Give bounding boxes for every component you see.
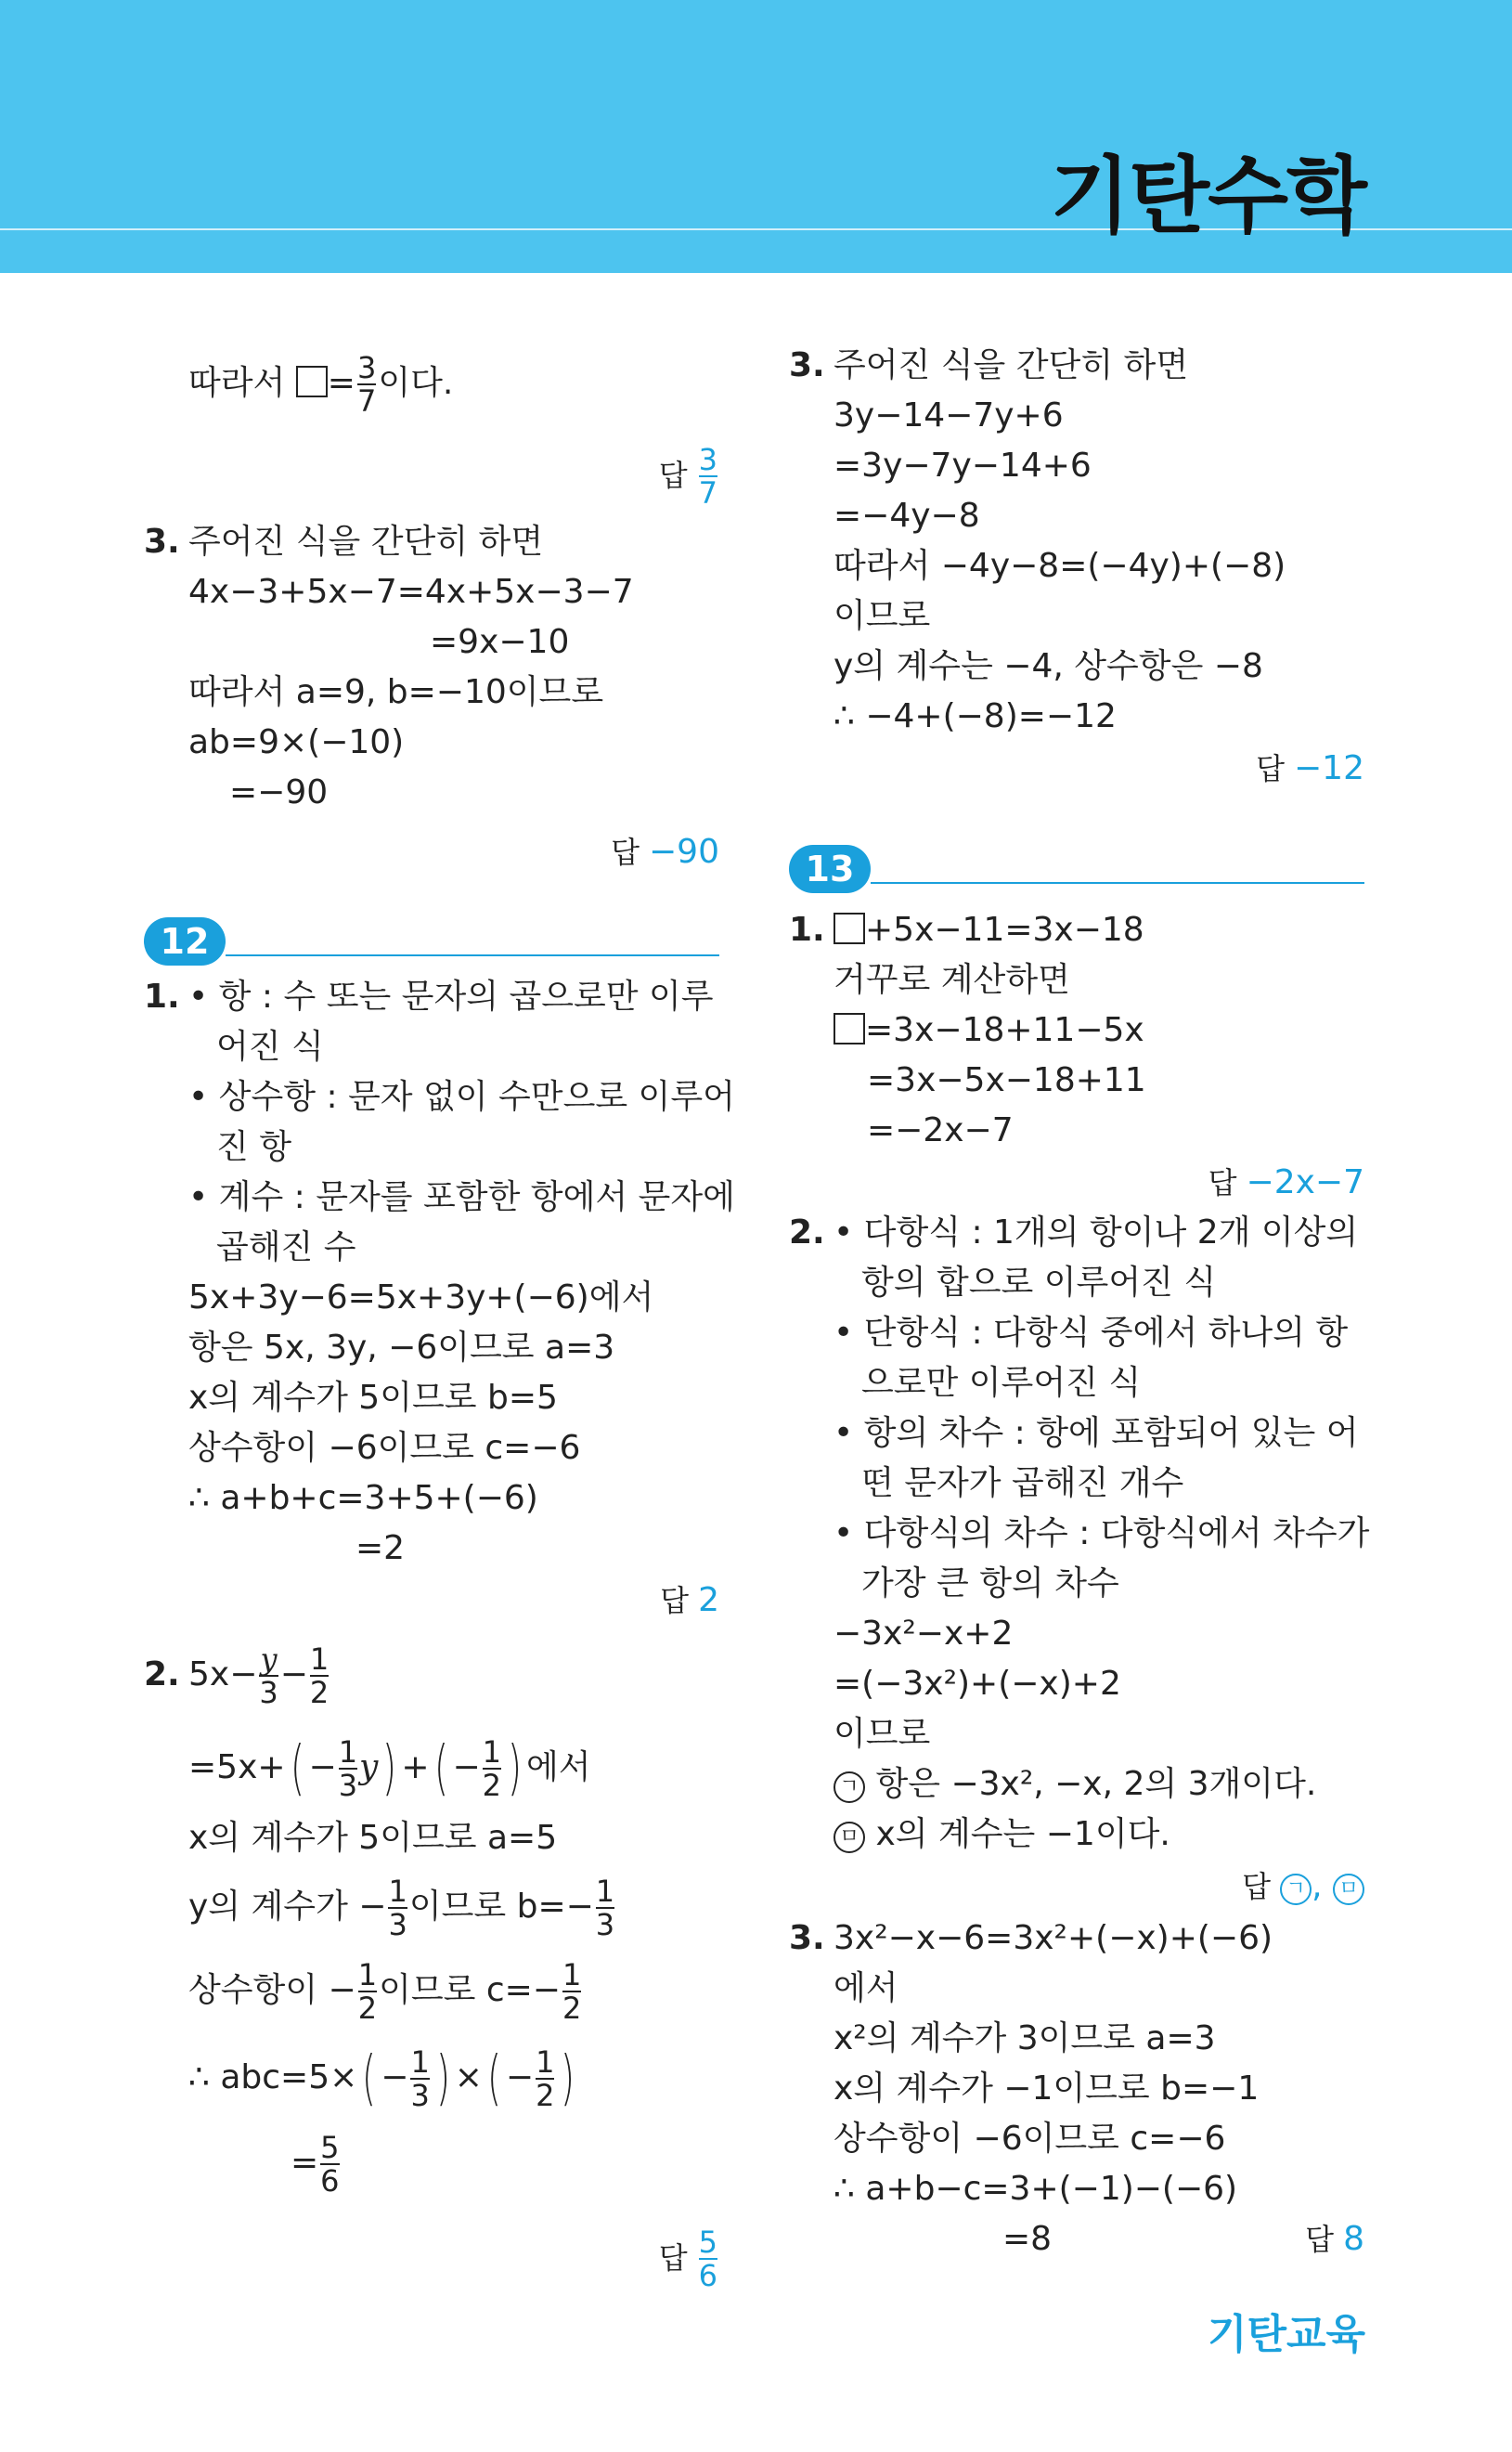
line: 이므로 <box>834 1715 931 1753</box>
equation-line: ∴ abc=5×( − $\frac{1}{3}$ ) ×( − $\frac{1}{2}$ ) <box>188 2044 575 2113</box>
fraction: $\frac{1}{2}$ <box>536 2044 555 2113</box>
equation-line: =8 <box>1002 2220 1053 2258</box>
equation-line: =2 <box>355 1529 406 1567</box>
equation-line: −3x²−x+2 <box>834 1615 1014 1653</box>
answer-value: 8 <box>1343 2220 1364 2258</box>
bullet-line: • 단항식 : 다항식 중에서 하나의 항 <box>834 1314 1349 1352</box>
answer-value: −2x−7 <box>1246 1163 1364 1201</box>
text: 이다. <box>378 364 454 402</box>
bullet-line: 으로만 이루어진 식 <box>861 1364 1142 1402</box>
bullet-line: • 항 : 수 또는 문자의 곱으로만 이루 <box>188 978 714 1016</box>
answer-label: 답 <box>1256 751 1286 786</box>
equation-line: y의 계수가 − $\frac{1}{3}$ 이므로 b=− $\frac{1}{3}$ <box>188 1874 615 1942</box>
line: 항은 5x, 3y, −6이므로 a=3 <box>188 1329 615 1367</box>
bullet-line: 곱해진 수 <box>216 1228 356 1266</box>
equation-line: =−90 <box>229 773 329 811</box>
answer-label: 답 <box>1208 1165 1237 1200</box>
equation-line: =5x+( − $\frac{1}{3}$ y) +( − $\frac{1}{2}$ ) 에서 <box>188 1734 591 1803</box>
equation-line: 따라서 −4y−8=(−4y)+(−8) <box>834 547 1286 585</box>
line: 이므로 <box>834 597 931 635</box>
equation-line: ∴ −4+(−8)=−12 <box>834 697 1117 735</box>
answer-value: −90 <box>649 833 719 871</box>
problem-number: 3. <box>789 346 825 384</box>
answer-label: 답 <box>611 835 640 870</box>
fraction: $\frac{1}{2}$ <box>357 1957 378 2026</box>
answer <box>659 438 719 512</box>
equation-line: ab=9×(−10) <box>188 723 405 761</box>
bullet-line: 어진 식 <box>216 1028 324 1066</box>
equation-line: 상수항이 − $\frac{1}{2}$ 이므로 c=− $\frac{1}{2}$ <box>188 1957 582 2026</box>
line: x의 계수가 5이므로 b=5 <box>188 1379 558 1417</box>
equation-line: =−2x−7 <box>867 1111 1014 1149</box>
equation-line: 5x+3y−6=5x+3y+(−6)에서 <box>188 1278 654 1317</box>
fraction: $\frac{1}{3}$ <box>410 2044 430 2113</box>
fraction: $\frac{1}{2}$ <box>482 1734 502 1803</box>
bullet-line: 항의 합으로 이루어진 식 <box>861 1264 1217 1302</box>
section-header-12 <box>144 917 719 969</box>
problem-number: 2. <box>144 1655 180 1693</box>
equation-line: =9x−10 <box>430 623 570 661</box>
line: 따라서 a=9, b=−10이므로 <box>188 673 604 711</box>
equation-line: 3y−14−7y+6 <box>834 396 1064 435</box>
section-badge: 12 <box>144 917 226 966</box>
answer-label: 답 <box>1305 2222 1335 2257</box>
publisher-logo: 기탄교육 <box>1207 2311 1365 2358</box>
problem-number: 3. <box>789 1919 825 1957</box>
equation-line: = $\frac{5}{6}$ <box>291 2130 340 2199</box>
equation-line: =−4y−8 <box>834 497 980 535</box>
answer-label: 답 <box>658 458 688 493</box>
bullet-line: 떤 문자가 곱해진 개수 <box>861 1464 1184 1502</box>
equation-line: =(−3x²)+(−x)+2 <box>834 1665 1121 1703</box>
bullet-line: • 상수항 : 문자 없이 수만으로 이루어 <box>188 1078 735 1116</box>
equation-line: =3x−5x−18+11 <box>867 1061 1146 1099</box>
line: 에서 <box>834 1969 898 2007</box>
answer-circled-label: ㅁ <box>1333 1874 1364 1905</box>
answer-label: 답 <box>1242 1869 1272 1904</box>
fraction: $\frac{1}{3}$ <box>595 1874 615 1942</box>
section-rule <box>871 882 1364 884</box>
line: 상수항이 −6이므로 c=−6 <box>188 1429 581 1467</box>
fraction: $\frac{1}{2}$ <box>562 1957 582 2026</box>
equation-line: =3x−18+11−5x <box>834 1008 1144 1053</box>
answer <box>1305 2217 1364 2262</box>
answer-value: −12 <box>1294 749 1364 787</box>
fraction: $\frac{1}{3}$ <box>388 1874 407 1942</box>
cont-line <box>188 350 454 419</box>
answer-value: 2 <box>698 1581 719 1619</box>
problem-number: 1. <box>144 978 180 1016</box>
answer <box>1256 746 1364 791</box>
equation-line: =3y−7y−14+6 <box>834 447 1092 485</box>
section-rule <box>226 954 719 956</box>
equation-line: 3x²−x−6=3x²+(−x)+(−6) <box>834 1919 1273 1957</box>
problem-number: 3. <box>144 523 180 561</box>
blank-box <box>296 366 328 397</box>
bullet-line: • 항의 차수 : 항에 포함되어 있는 어 <box>834 1414 1359 1452</box>
fraction: $\frac{3}{7}$ <box>356 350 377 419</box>
line: 주어진 식을 간단히 하면 <box>188 523 544 561</box>
bullet-line: • 계수 : 문자를 포함한 항에서 문자에 <box>188 1178 735 1216</box>
circled-label: ㅁ <box>834 1822 865 1853</box>
bullet-line: • 다항식 : 1개의 항이나 2개 이상의 <box>834 1213 1359 1252</box>
answer <box>611 830 719 875</box>
equation-line: 4x−3+5x−7=4x+5x−3−7 <box>188 573 634 611</box>
equation-line: ∴ a+b−c=3+(−1)−(−6) <box>834 2170 1238 2208</box>
equation-line: ∴ a+b+c=3+5+(−6) <box>188 1479 538 1517</box>
blank-box <box>834 1013 865 1044</box>
answer-fraction: $\frac{5}{6}$ <box>698 2225 717 2293</box>
answer <box>1242 1864 1364 1909</box>
bullet-line: 진 항 <box>216 1128 291 1166</box>
line: x²의 계수가 3이므로 a=3 <box>834 2019 1216 2057</box>
line: ㅁ x의 계수는 −1이다. <box>834 1812 1170 1857</box>
answer-circled-label: ㄱ <box>1280 1874 1312 1905</box>
fraction: $\frac{1}{3}$ <box>338 1734 358 1803</box>
fraction: $\frac{1}{2}$ <box>309 1641 330 1710</box>
text: 따라서 <box>188 364 296 402</box>
answer <box>660 1578 719 1623</box>
line: 주어진 식을 간단히 하면 <box>834 346 1189 384</box>
brand-logo: 기탄수학 <box>1050 148 1365 245</box>
answer-fraction: $\frac{3}{7}$ <box>698 442 717 511</box>
circled-label: ㄱ <box>834 1771 865 1803</box>
line: 거꾸로 계산하면 <box>834 961 1070 999</box>
equation-line: 5x− $\frac{y}{3}$ − $\frac{1}{2}$ <box>188 1641 330 1710</box>
section-header-13 <box>789 845 1364 897</box>
blank-box <box>834 913 865 944</box>
text: = <box>327 364 355 402</box>
line: 상수항이 −6이므로 c=−6 <box>834 2120 1226 2158</box>
answer-label: 답 <box>658 2240 688 2276</box>
line: ㄱ 항은 −3x², −x, 2의 3개이다. <box>834 1762 1316 1807</box>
answer <box>659 2219 719 2297</box>
problem-number: 2. <box>789 1213 825 1252</box>
section-badge: 13 <box>789 845 871 893</box>
answer-label: 답 <box>660 1583 690 1618</box>
answer-separator: , <box>1312 1867 1323 1905</box>
line: x의 계수가 −1이므로 b=−1 <box>834 2069 1260 2108</box>
bullet-line: • 다항식의 차수 : 다항식에서 차수가 <box>834 1514 1370 1552</box>
line: x의 계수가 5이므로 a=5 <box>188 1819 558 1857</box>
fraction: $\frac{5}{6}$ <box>320 2130 340 2199</box>
line: y의 계수는 −4, 상수항은 −8 <box>834 647 1263 685</box>
answer <box>1208 1161 1364 1205</box>
fraction: $\frac{y}{3}$ <box>259 1641 278 1710</box>
bullet-line: 가장 큰 항의 차수 <box>861 1564 1119 1602</box>
equation-line: +5x−11=3x−18 <box>834 908 1144 953</box>
problem-number: 1. <box>789 911 825 949</box>
